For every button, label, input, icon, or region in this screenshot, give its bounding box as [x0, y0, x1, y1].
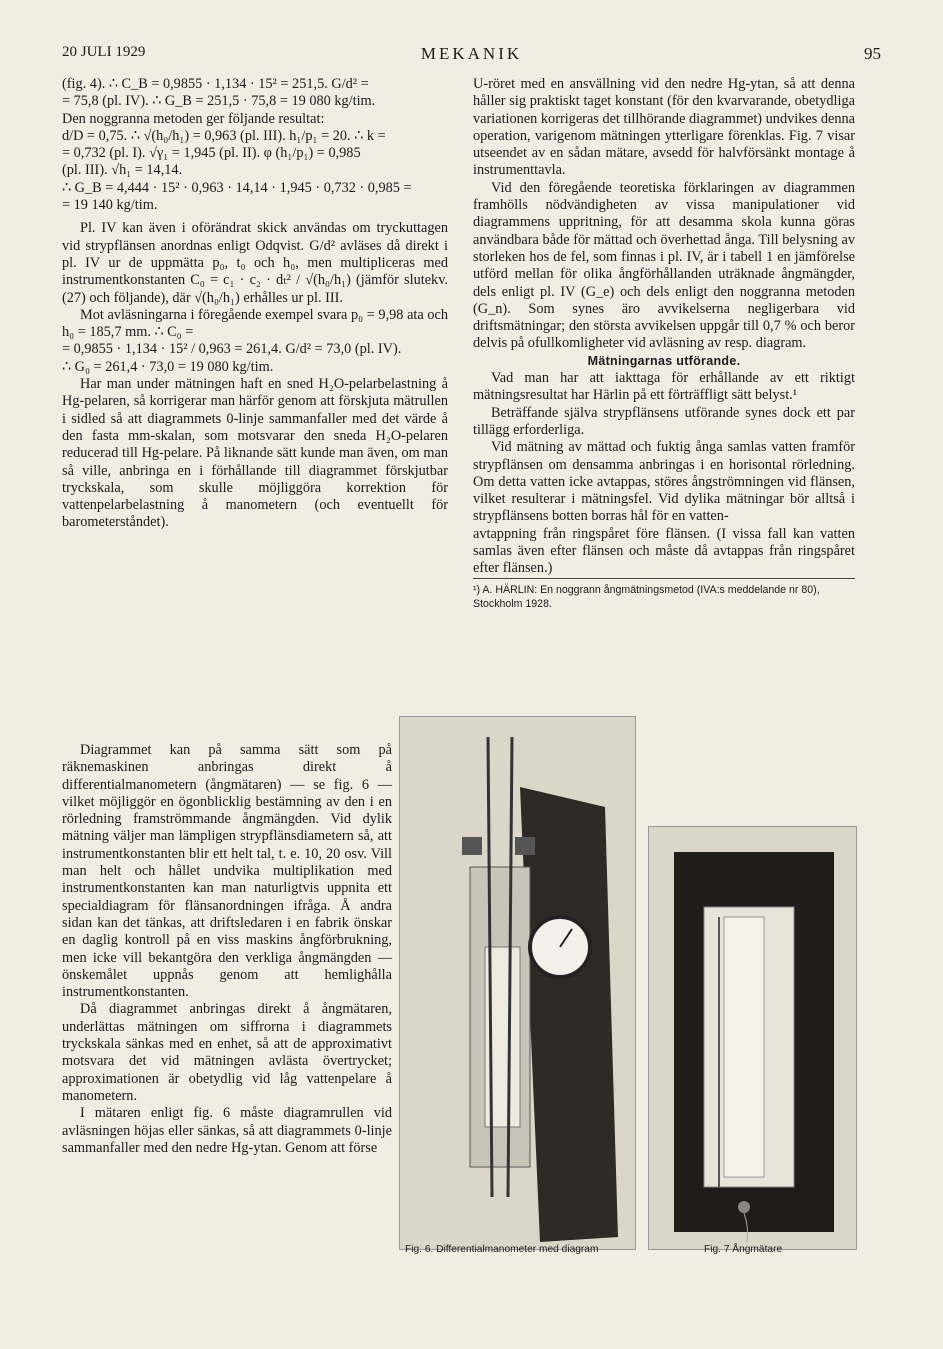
paragraph: I mätaren enligt fig. 6 måste diagramrullen vid avläsningen höjas eller sänkas, så att diagrammets 0-linje sammanfaller med den nedre Hg-ytan. Genom att förse	[62, 1105, 392, 1156]
paragraph: Vad man har att iakttaga för erhållande av ett riktigt mätningsresultat har Härlin på ett förträffligt sätt belyst.¹	[473, 370, 855, 404]
paragraph: avtappning från ringspåret före flänsen. (I vissa fall kan vatten samlas även efter flänsen och måste då avtappas från ringspåret efter flänsen.)	[473, 525, 855, 577]
figure-7-caption: Fig. 7 Ångmätare	[704, 1244, 783, 1255]
page-header	[62, 44, 881, 64]
figure-6-caption: Fig. 6. Differentialmanometer med diagram	[405, 1244, 599, 1255]
valve-right	[515, 837, 535, 855]
paragraph: Vid mätning av mättad och fuktig ånga samlas vatten framför strypflänsen om densamma anbringas i en horisontal rörledning. Om detta vatten icke avtappas, störes ångströmningen vid flänsen, vilket resulterar i mätningsfel. Vid dylika mätningar bör alltså i strypflänsens botten borras hål för en vatten-	[473, 439, 855, 525]
equation-line: d/D = 0,75. ∴ √(h₀/h₁) = 0,963 (pl. III). h₁/p₁ = 20. ∴ k =	[62, 127, 386, 144]
footnote: ¹) A. HÄRLIN: En noggrann ångmätningsmetod (IVA:s meddelande nr 80), Stockholm 1928.	[473, 578, 855, 611]
equation-line: (pl. III). √h₁ = 14,14.	[62, 162, 183, 179]
diagram-roll	[724, 917, 764, 1177]
equation-line: = 75,8 (pl. IV). ∴ G_B = 251,5 · 75,8 = 19 080 kg/tim.	[62, 93, 376, 110]
paragraph: Beträffande själva strypflänsens utförande synes dock ett par tillägg erforderliga.	[473, 404, 855, 438]
figure-7-photo	[648, 826, 857, 1250]
paragraph: Vid den föregående teoretiska förklaringen av diagrammen framhölls nödvändigheten av vissa manipulationer vid diagrammens uppritning, för att desamma skola kunna göras användbara både för mättad och överhettad ånga. Till belysning av storleken hos de fel, som finnas i pl. IV, är i tabell 1 en jämförelse utförd mellan för olika ångförhållanden uträknade ångmängder, dels enligt pl. IV (G_e) och dels enligt den noggranna metoden (G_n). Som synes äro avvikelserna negligerbara vid driftsmätningar; den största avvikelsen uppgår till 0,7 % och beror delvis på ofullkomligheter vid avläsning av resp. diagram.	[473, 179, 855, 352]
paragraph: Mot avläsningarna i föregående exempel svara p₀ = 9,98 ata och h₀ = 185,7 mm. ∴ C₀ =	[62, 306, 448, 341]
equation-line: = 0,732 (pl. I). √γ₁ = 1,945 (pl. II). φ (h₁/p₁) = 0,985	[62, 145, 361, 162]
equation-line: ∴ G₀ = 261,4 · 73,0 = 19 080 kg/tim.	[62, 358, 274, 375]
manometer-illustration	[400, 717, 635, 1249]
equation-line: (fig. 4). ∴ C_B = 0,9855 · 1,134 · 15² = 251,5. G/d² =	[62, 76, 369, 92]
page-number: 95	[864, 44, 881, 63]
equation-line: = 0,9855 · 1,134 · 15² / 0,963 = 261,4. G/d² = 73,0 (pl. IV).	[62, 341, 402, 358]
left-column	[62, 76, 448, 532]
steam-meter-illustration	[649, 827, 856, 1249]
right-column	[473, 76, 855, 611]
equation-line: Den noggranna metoden ger följande resultat:	[62, 110, 325, 127]
equation-line: = 19 140 kg/tim.	[62, 197, 158, 214]
left-column-lower	[62, 742, 392, 1157]
valve-left	[462, 837, 482, 855]
adjust-knob	[738, 1201, 750, 1213]
paragraph: Då diagrammet anbringas direkt å ångmätaren, underlättas mätningen om siffrorna i diagrammets tryckskala sänkas med en enhet, så att de approximativt motsvara det vid mätningen avlästa övertrycket; approximationen är obetydlig vid låg vattenpelare å manometern.	[62, 1001, 392, 1104]
figure-6-photo	[399, 716, 636, 1250]
section-heading: Mätningarnas utförande.	[587, 353, 741, 368]
paragraph: Diagrammet kan på samma sätt som på räknemaskinen anbringas direkt å differentialmanometern (ångmätaren) — se fig. 6 — vilket möjliggör en ögonblicklig bestämning av den i en rörledning framströmmande ångmängden. Vid dylik mätning väljer man lämpligen strypflänsdiametern så, att instrumentkonstanten blir ett helt tal, t. e. 10, 20 osv. Vill man helt och hållet undvika multiplikation med instrumentkonstanten kan man naturligtvis uppnita ett specialdiagram för flänsanordningen ifråga. Å andra sidan kan det tänkas, att driftsledaren i en fabrik önskar en daglig kontroll på en viss maskins ångförbrukning, men icke vill bekantgöra den verkliga ångmängden — önskemålet uppnås genom att hemlighålla instrumentkonstanten.	[62, 742, 392, 1001]
issue-date: 20 JULI 1929	[62, 44, 146, 60]
paragraph: Har man under mätningen haft en sned H₂O-pelarbelastning å Hg-pelaren, så korrigerar man härför genom att förskjuta mätrullen i sidled så att diagrammets 0-linje sammanfaller med det värde å den fasta mm-skalan, som motsvarar den sneda H₂O-pelaren reducerad till Hg-pelare. På liknande sätt kunde man även, om man så ville, anbringa en i förhållande till diagrammet förskjutbar tryckskala, som skulle möjliggöra korrektion för vattenpelarbelastning å manometern (och eventuellt för barometerståndet).	[62, 376, 448, 531]
equation-line: ∴ G_B = 4,444 · 15² · 0,963 · 14,14 · 1,945 · 0,732 · 0,985 =	[62, 179, 412, 196]
paragraph: U-röret med en ansvällning vid den nedre Hg-ytan, så att denna håller sig praktiskt taget konstant (för den kvarvarande, obetydliga variationen korrigeras det tillhörande diagrammet) undvikes denna operation, varigenom mätningen ytterligare förenklas. Fig. 7 visar utseendet av en sådan mätare, avsedd för halvförsänkt montage å instrumenttavla.	[473, 76, 855, 179]
paragraph: Pl. IV kan även i oförändrat skick användas om tryckuttagen vid strypflänsen anordnas enligt Odqvist. G/d² avläses då direkt i pl. IV ur de uppmätta p₀, t₀ och h₀, men multipliceras med instrumentkonstanten C₀ = c₁ · c₂ · dₜ² / √(h₀/h₁) (jämför slutekv. (27) och följande), där √(h₀/h₁) erhålles ur pl. III.	[62, 220, 448, 306]
journal-title: MEKANIK	[420, 44, 523, 63]
